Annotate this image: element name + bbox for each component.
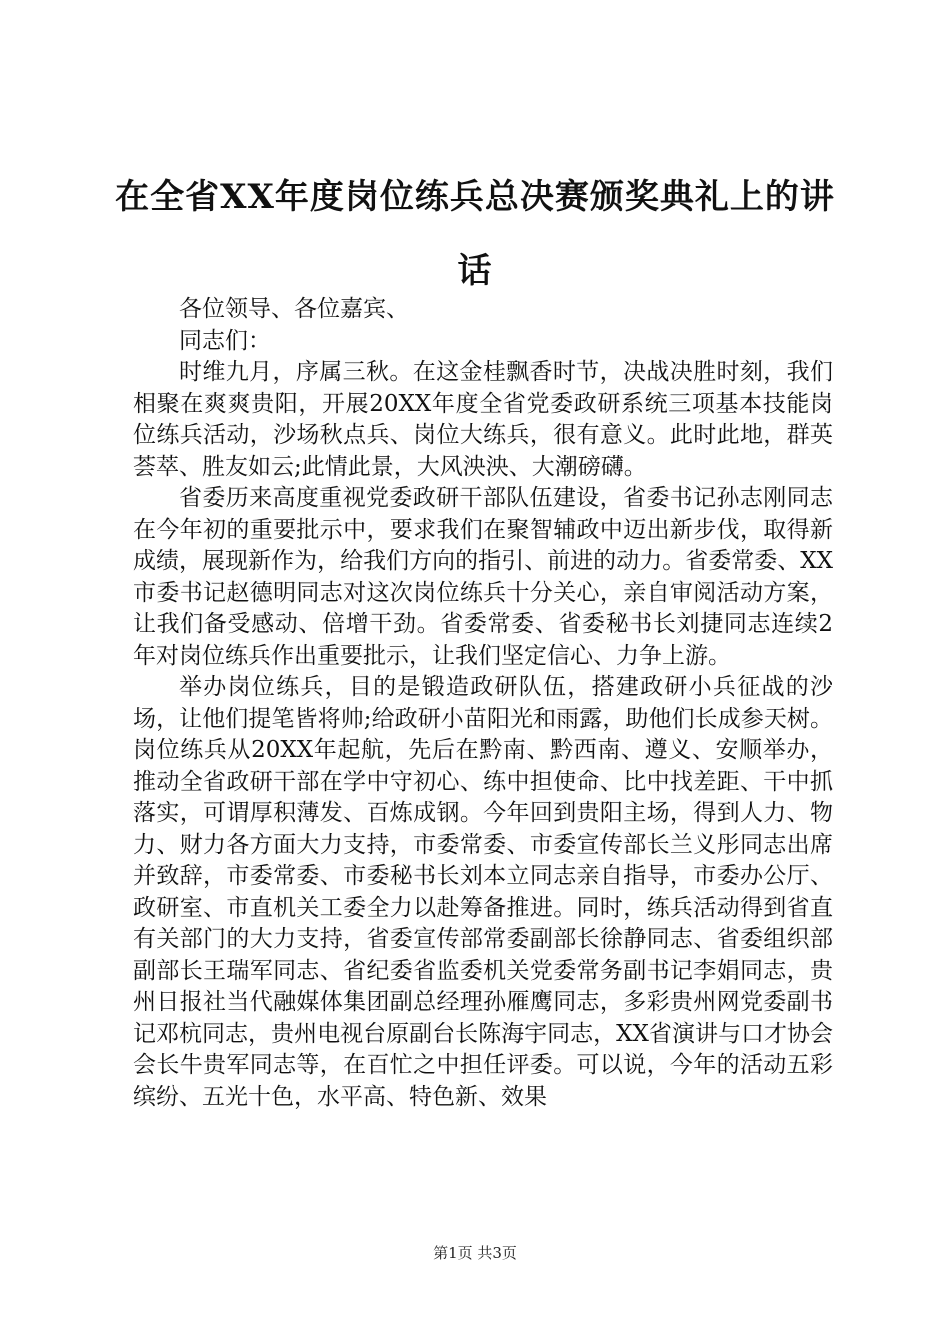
greeting-line: 各位领导、各位嘉宾、 [179,296,409,322]
greeting-line: 同志们： [179,327,271,354]
paragraph: 时维九月，序属三秋。在这金桂飘香时节，决战决胜时刻，我们相聚在爽爽贵阳，开展20XX年度全省党委政研系统三项基本技能岗位练兵活动，沙场秋点兵、岗位大练兵，很有意义。此时此地，群英荟萃、胜友如云;此情此景，大风泱泱、大潮磅礴。 [133,359,833,480]
paragraph: 省委历来高度重视党委政研干部队伍建设，省委书记孙志刚同志在今年初的重要批示中，要求我们在聚智辅政中迈出新步伐，取得新成绩，展现新作为，给我们方向的指引、前进的动力。省委常委、XX市委书记赵德明同志对这次岗位练兵十分关心，亲自审阅活动方案，让我们备受感动、倍增干劲。省委常委、省委秘书长刘捷同志连续2年对岗位练兵作出重要批示，让我们坚定信心、力争上游。 [133,485,833,669]
document-body [133,294,833,1113]
document-title: 在全省XX年度岗位练兵总决赛颁奖典礼上的讲话 [115,177,835,291]
paragraph: 举办岗位练兵，目的是锻造政研队伍，搭建政研小兵征战的沙场，让他们提笔皆将帅;给政研小苗阳光和雨露，助他们长成参天树。岗位练兵从20XX年起航，先后在黔南、黔西南、遵义、安顺举办，推动全省政研干部在学中守初心、练中担使命、比中找差距、干中抓落实，可谓厚积薄发、百炼成钢。今年回到贵阳主场，得到人力、物力、财力各方面大力支持，市委常委、市委宣传部长兰义彤同志出席并致辞，市委常委、市委秘书长刘本立同志亲自指导，市委办公厅、政研室、市直机关工委全力以赴筹备推进。同时，练兵活动得到省直有关部门的大力支持，省委宣传部常委副部长徐静同志、省委组织部副部长王瑞军同志、省纪委省监委机关党委常务副书记李娟同志，贵州日报社当代融媒体集团副总经理孙雁鹰同志，多彩贵州网党委副书记邓杭同志，贵州电视台原副台长陈海宇同志，XX省演讲与口才协会会长牛贵军同志等，在百忙之中担任评委。可以说，今年的活动五彩缤纷、五光十色，水平高、特色新、效果 [133,674,833,1110]
page-footer: 第1页 共3页 [433,1244,517,1262]
